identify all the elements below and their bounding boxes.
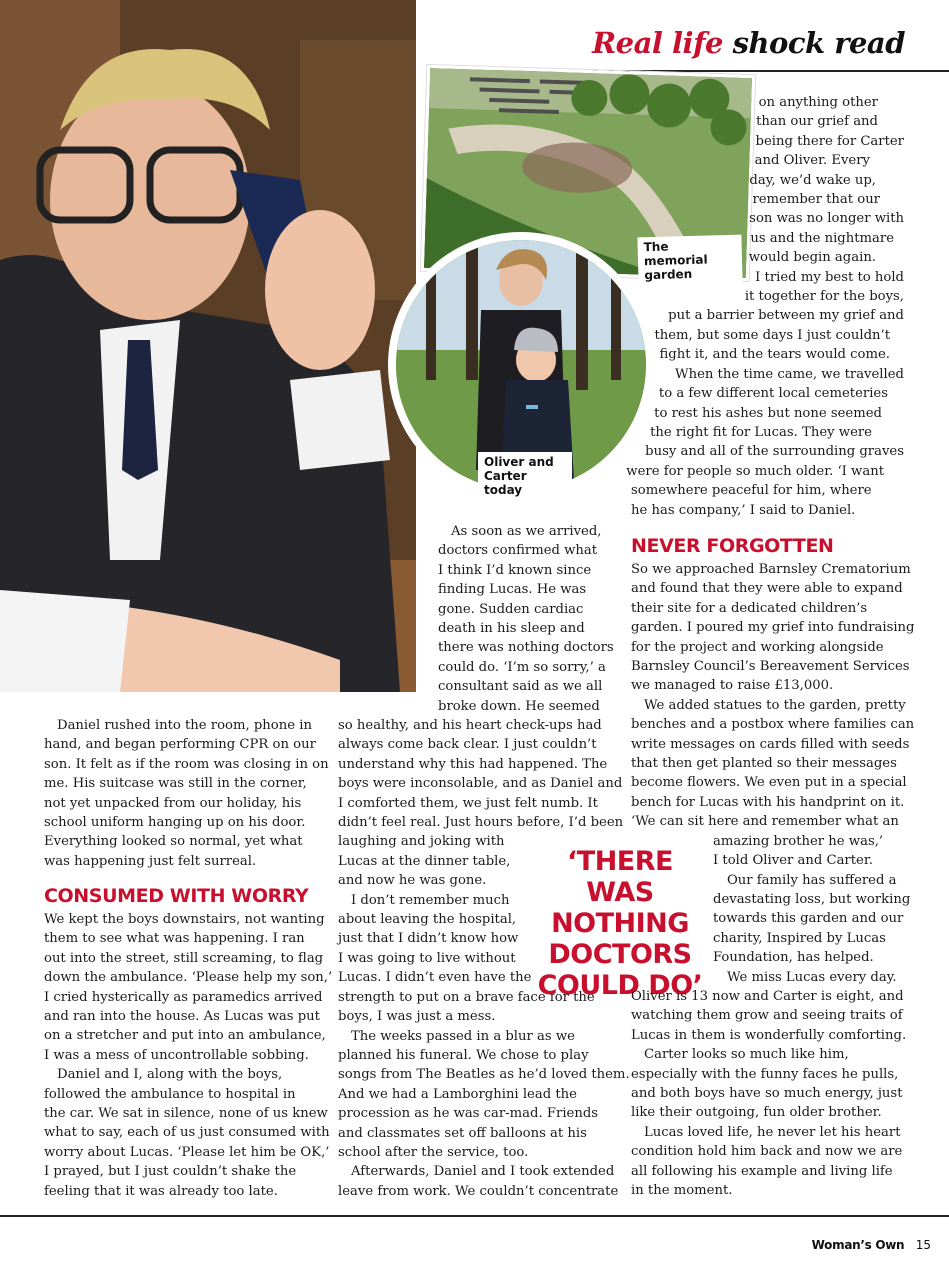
text-line: remember that our (752, 192, 880, 208)
text-line: ‘We can sit here and remember what an (631, 814, 899, 830)
text-line: could do. ‘I’m so sorry,’ a (438, 659, 606, 675)
text-line: fight it, and the tears would come. (659, 347, 890, 363)
text-line: somewhere peaceful for him, where (631, 483, 872, 499)
text-line: didn’t feel real. Just hours before, I’d been (338, 815, 624, 831)
text-line: and both boys have so much energy, just (631, 1085, 903, 1101)
text-line: Lucas. I didn’t even have the (338, 970, 532, 986)
text-line: them to see what was happening. I ran (44, 931, 305, 947)
text-line: us and the nightmare (750, 230, 894, 246)
text-line: we managed to raise £13,000. (631, 678, 834, 694)
text-line: laughing and joking with (338, 834, 505, 850)
text-line: on a stretcher and put into an ambulance, (44, 1028, 326, 1044)
text-line: and now he was gone. (338, 873, 487, 889)
text-line: As soon as we arrived, (451, 524, 602, 539)
text-line: was happening just felt surreal. (44, 853, 257, 869)
text-line: about leaving the hospital, (338, 912, 517, 928)
text-line: out into the street, still screaming, to flag (44, 950, 324, 966)
text-line: so healthy, and his heart check-ups had (338, 718, 602, 733)
text-line: When the time came, we travelled (675, 366, 904, 382)
column-1-bottom-text (44, 910, 333, 1201)
text-line: boys, I was just a mess. (338, 1009, 496, 1025)
text-line: were for people so much older. ‘I want (626, 463, 884, 479)
column-1-top-text (44, 716, 329, 871)
text-line: Oliver is 13 now and Carter is eight, and (631, 988, 904, 1004)
text-line: Daniel and I, along with the boys, (57, 1067, 283, 1083)
text-line: Foundation, has helped. (713, 950, 874, 966)
text-line: busy and all of the surrounding graves (645, 444, 904, 460)
page-number: 15 (915, 1238, 931, 1252)
text-line: there was nothing doctors (438, 640, 614, 656)
text-line: and Oliver. Every (754, 153, 870, 169)
oliver-carter-caption: Oliver and Carter today (478, 452, 572, 500)
magazine-name: Woman’s Own (811, 1238, 905, 1252)
text-line: all following his example and living life (631, 1163, 893, 1179)
text-line: garden. I poured my grief into fundraising (631, 620, 915, 636)
text-line: finding Lucas. He was (438, 582, 587, 598)
text-line: We kept the boys downstairs, not wanting (44, 912, 325, 927)
text-line: consultant said as we all (438, 679, 603, 695)
text-line: We miss Lucas every day. (727, 969, 897, 985)
text-line: So we approached Barnsley Crematorium (631, 562, 911, 577)
text-line: benches and a postbox where families can (631, 717, 915, 733)
text-line: feeling that it was already too late. (44, 1183, 278, 1199)
text-line: gone. Sudden cardiac (438, 601, 584, 617)
header-red-text: Real life (592, 26, 723, 60)
text-line: to rest his ashes but none seemed (654, 405, 882, 421)
text-line: like their outgoing, fun older brother. (631, 1105, 882, 1121)
column-3-top-text (612, 93, 904, 520)
text-line: death in his sleep and (438, 621, 585, 637)
text-line: in the moment. (631, 1183, 733, 1198)
text-line: just that I didn’t know how (338, 931, 519, 947)
text-line: I was going to live without (338, 950, 516, 966)
text-line: songs from The Beatles as he’d loved them. (338, 1067, 630, 1083)
text-line: the car. We sat in silence, none of us knew (44, 1106, 328, 1122)
text-line: Daniel rushed into the room, phone in (57, 718, 312, 733)
text-line: down the ambulance. ‘Please help my son,’ (44, 970, 333, 986)
text-line: The weeks passed in a blur as we (351, 1028, 575, 1044)
text-line: doctors confirmed what (438, 543, 598, 559)
text-line: charity, Inspired by Lucas (713, 930, 886, 946)
text-line: watching them grow and seeing traits of (631, 1008, 903, 1024)
column-3-bottom-text (631, 560, 915, 1200)
text-line: hand, and began performing CPR on our (44, 737, 316, 753)
text-line: become flowers. We even put in a special (631, 775, 907, 791)
text-line: worry about Lucas. ‘Please let him be OK,’ (44, 1144, 330, 1160)
text-line: son. It felt as if the room was closing in on (44, 756, 329, 772)
text-line: broke down. He seemed (438, 698, 600, 714)
text-line: them, but some days I just couldn’t (654, 327, 890, 343)
text-line: would begin again. (748, 250, 876, 266)
text-line: leave from work. We couldn’t concentrate (338, 1183, 619, 1199)
text-line: Barnsley Council’s Bereavement Services (631, 659, 910, 675)
header-black-text: shock read (723, 26, 905, 60)
text-line: planned his funeral. We chose to play (338, 1047, 589, 1063)
subhead-consumed-with-worry: CONSUMED WITH WORRY (44, 885, 309, 907)
memorial-garden-caption: The memorial garden (637, 235, 742, 286)
text-line: We added statues to the garden, pretty (644, 697, 906, 713)
text-line: boys were inconsolable, and as Daniel and (338, 776, 623, 792)
text-line: than our grief and (756, 114, 878, 130)
text-line: I think I’d known since (438, 562, 592, 578)
text-line: I prayed, but I just couldn’t shake the (44, 1164, 297, 1180)
text-line: amazing brother he was,’ (713, 833, 884, 849)
text-line: and classmates set off balloons at his (338, 1125, 587, 1141)
text-line: bench for Lucas with his handprint on it. (631, 794, 905, 810)
text-line: I tried my best to hold (755, 269, 904, 285)
pull-quote: ‘THERE WAS NOTHING DOCTORS COULD DO’ (537, 846, 703, 1001)
text-line: write messages on cards filled with seeds (631, 736, 910, 752)
text-line: towards this garden and our (713, 911, 904, 927)
subhead-never-forgotten: NEVER FORGOTTEN (631, 535, 834, 557)
page-footer (812, 1238, 931, 1252)
text-line: procession as he was car-mad. Friends (338, 1106, 599, 1122)
text-line: on anything other (758, 95, 878, 110)
lucas-photo (0, 0, 416, 692)
text-line: followed the ambulance to hospital in (44, 1086, 296, 1102)
text-line: I was a mess of uncontrollable sobbing. (44, 1047, 309, 1063)
text-line: always come back clear. I just couldn’t (338, 737, 597, 753)
text-line: Lucas in them is wonderfully comforting. (631, 1027, 907, 1043)
text-line: he has company,’ I said to Daniel. (631, 502, 856, 518)
text-line: school uniform hanging up on his door. (44, 815, 306, 831)
text-line: to a few different local cemeteries (658, 386, 888, 402)
text-line: Everything looked so normal, yet what (44, 834, 303, 850)
text-line: being there for Carter (755, 133, 904, 149)
text-line: And we had a Lamborghini lead the (338, 1086, 577, 1102)
text-line: I told Oliver and Carter. (713, 853, 873, 869)
text-line: son was no longer with (749, 211, 904, 227)
text-line: for the project and working alongside (631, 639, 884, 655)
text-line: strength to put on a brave face for the (338, 989, 595, 1005)
footer-rule (0, 1215, 949, 1217)
text-line: and ran into the house. As Lucas was put (44, 1009, 320, 1025)
text-line: understand why this had happened. The (338, 756, 608, 772)
text-line: Lucas at the dinner table, (338, 853, 511, 869)
text-line: what to say, each of us just consumed with (44, 1125, 330, 1141)
text-line: it together for the boys, (744, 289, 904, 305)
text-line: I cried hysterically as paramedics arrived (44, 989, 323, 1005)
text-line: especially with the funny faces he pulls, (631, 1066, 899, 1082)
text-line: their site for a dedicated children’s (631, 600, 868, 616)
text-line: day, we’d wake up, (749, 172, 876, 188)
text-line: the right fit for Lucas. They were (650, 424, 872, 440)
text-line: Our family has suffered a (727, 872, 897, 888)
text-line: I comforted them, we just felt numb. It (338, 795, 598, 811)
text-line: me. His suitcase was still in the corner, (44, 776, 307, 792)
text-line: Lucas loved life, he never let his heart (644, 1124, 901, 1140)
text-line: I don’t remember much (351, 892, 510, 908)
column-2-top-text (438, 522, 618, 716)
text-line: Carter looks so much like him, (644, 1047, 849, 1063)
section-header (592, 26, 905, 60)
text-line: school after the service, too. (338, 1144, 529, 1160)
text-line: that then get planted so their messages (631, 756, 897, 772)
text-line: Afterwards, Daniel and I took extended (351, 1164, 615, 1180)
lucas-photo-drawing (0, 0, 416, 692)
text-line: not yet unpacked from our holiday, his (44, 795, 302, 811)
text-line: condition hold him back and now we are (631, 1144, 903, 1160)
text-line: devastating loss, but working (713, 891, 911, 907)
text-line: put a barrier between my grief and (668, 308, 904, 324)
text-line: and found that they were able to expand (631, 581, 903, 597)
